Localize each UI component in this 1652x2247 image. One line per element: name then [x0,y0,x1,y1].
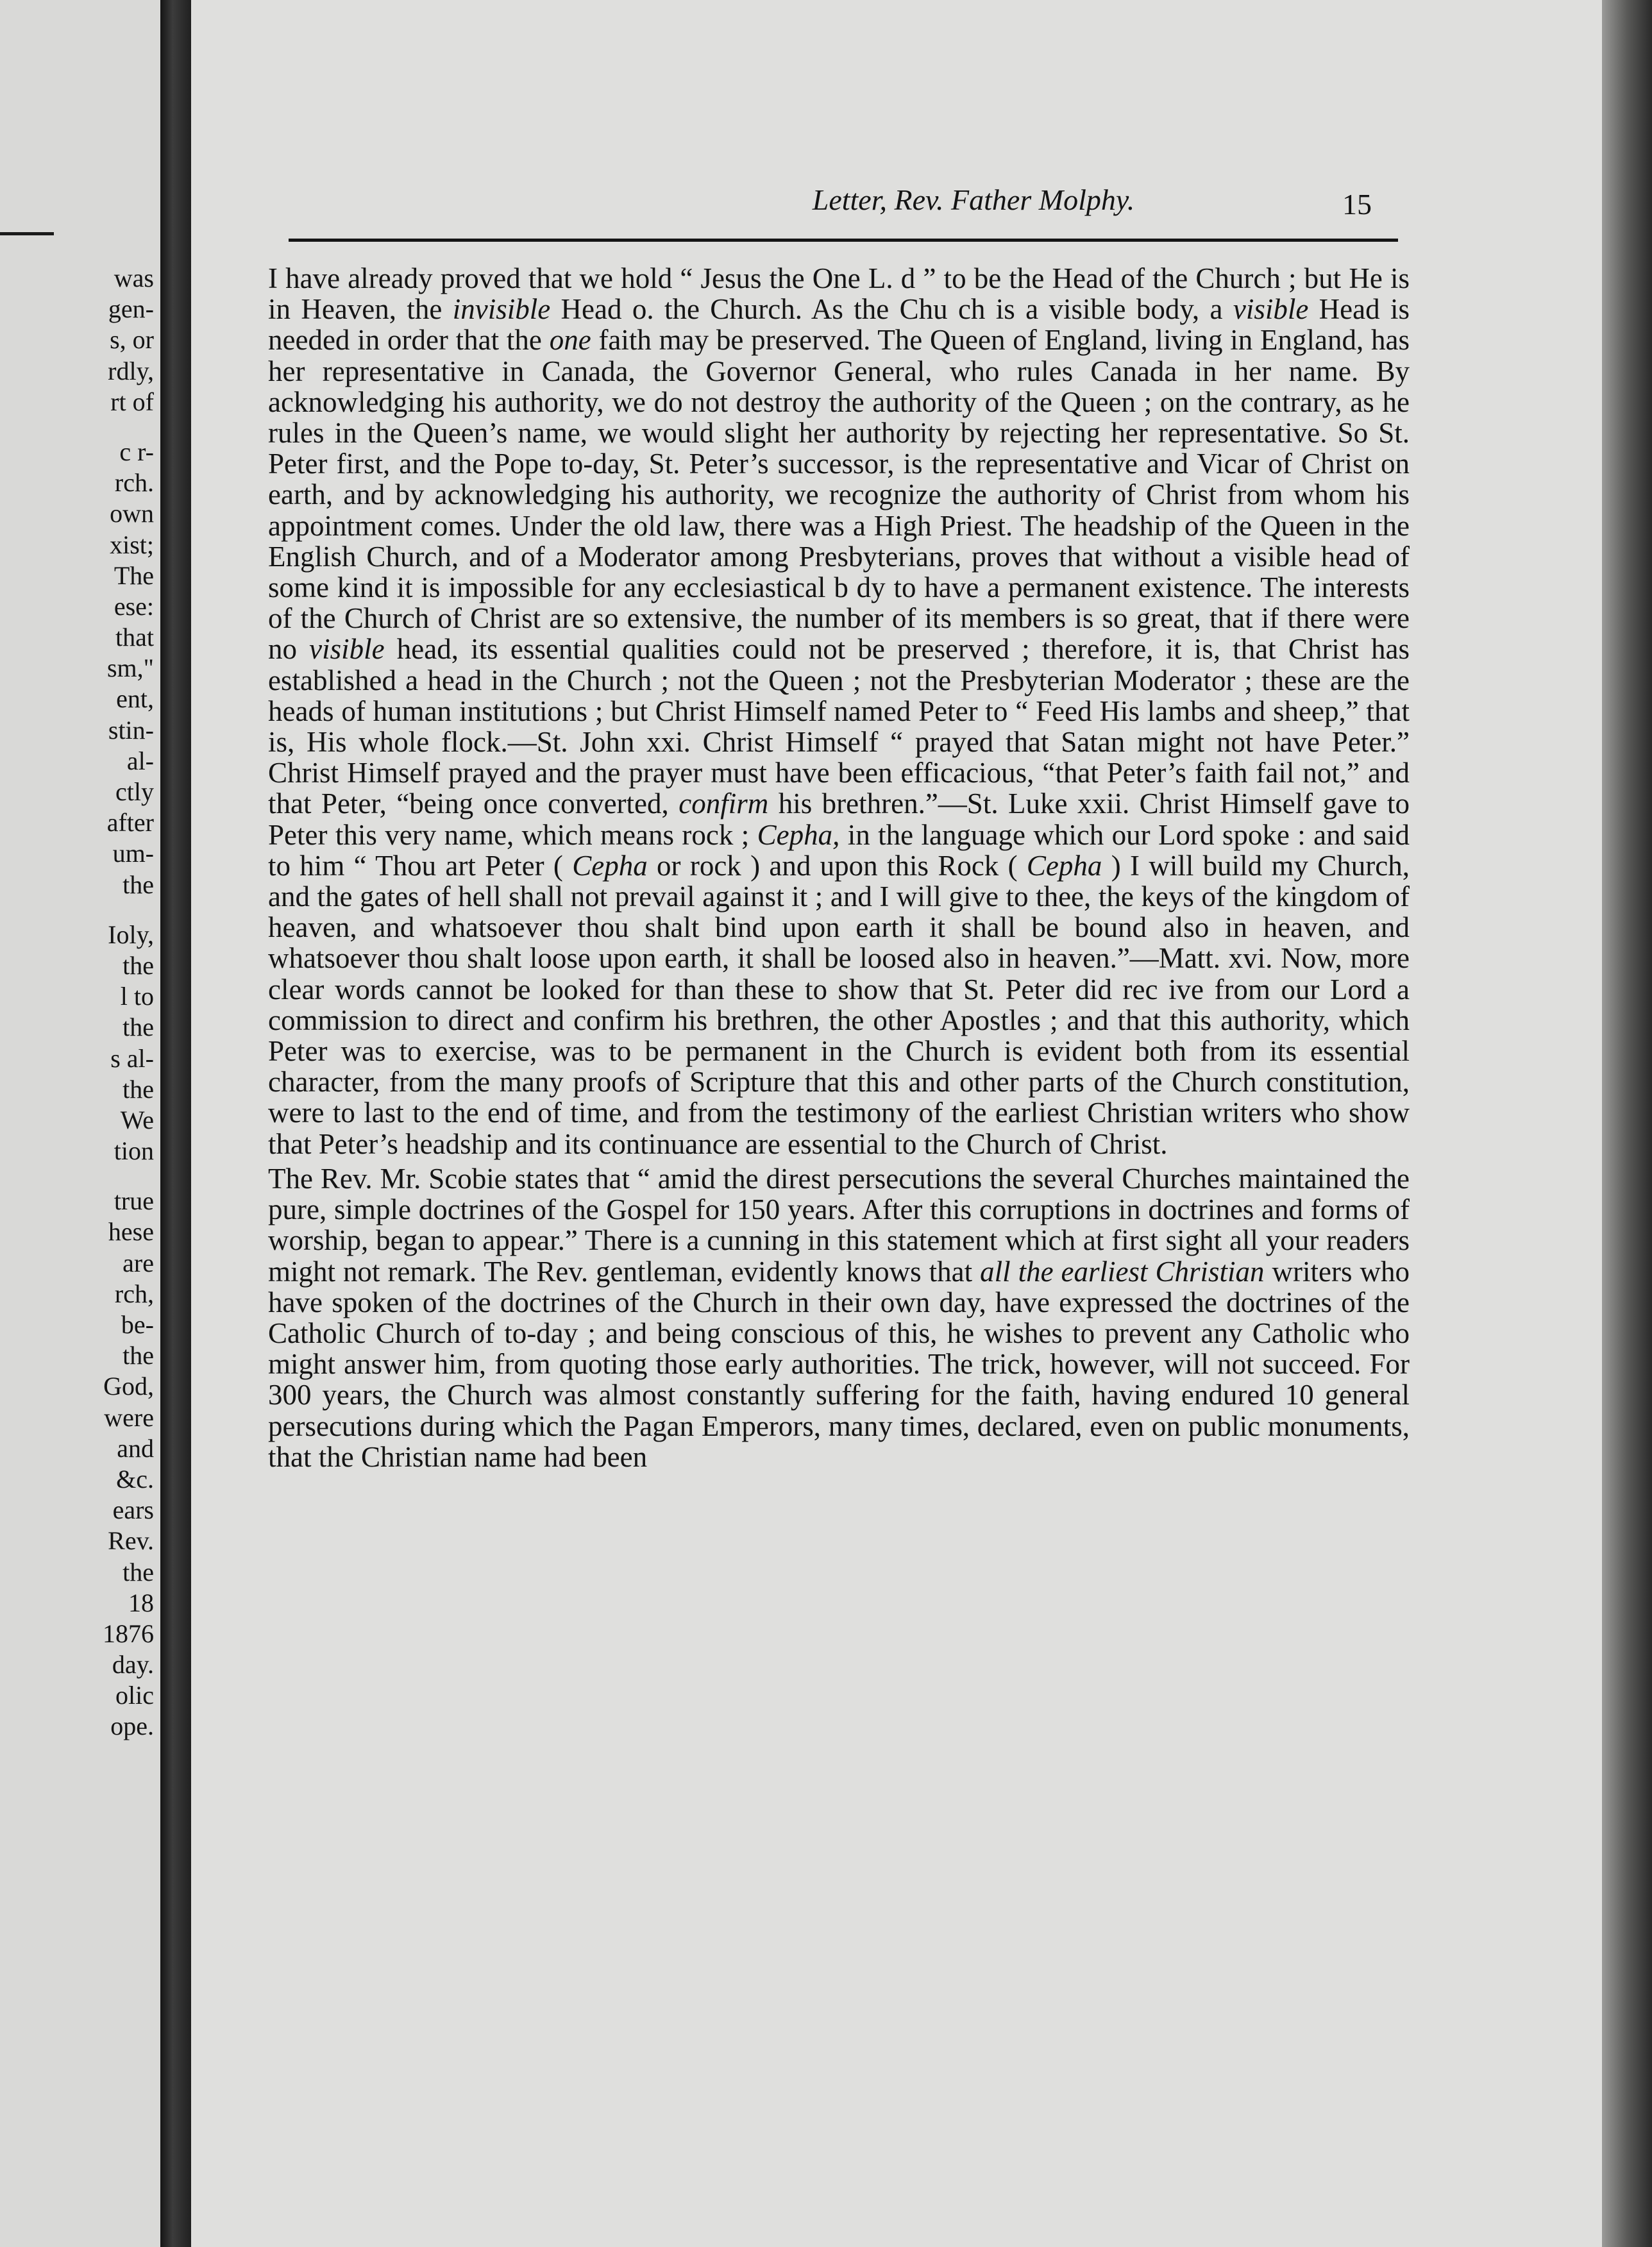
book-gutter [160,0,191,2247]
facing-page-line-fragment: tion [114,1136,154,1166]
text-run: his brethren.”—St. Luke xxii. Christ Himself gave to Peter this very name, which means rock ; [268,787,1410,851]
facing-page-line-fragment: l to [120,982,154,1011]
facing-page-line-fragment: ent, [116,684,154,714]
facing-page-line-fragment: We [120,1105,154,1134]
facing-page-line-fragment: xist; [110,530,154,559]
facing-page-line-fragment: c r- [119,437,154,466]
italic-text-run: invisible [452,293,551,326]
header-rule [289,239,1398,242]
text-run: The Rev. Mr. Scobie states that “ amid the direst persecutions the several Churches maintained the pure, simple doctrines of the Gospel for 150 years. After this corruptions in doctrines and forms of worship, began to appear.” There is a cunning in this statement which at first sight all your readers might not remark. The Rev. gentleman, evidently knows that [268,1162,1410,1288]
facing-page-line-fragment: true [114,1186,154,1216]
page-number: 15 [1342,188,1372,221]
facing-page-line-fragment: rch, [114,1279,154,1308]
italic-text-run: one [549,324,591,357]
facing-page-line-fragment: that [115,623,154,652]
facing-page-gap [13,417,154,437]
facing-page-line-fragment: rdly, [108,356,154,385]
paragraph-2 [268,1163,1410,1472]
text-run: head, its essential qualities could not be preserved ; therefore, it is, that Christ has established a head in the Church ; not the Queen ; not the Presbyterian Moderator ; these are the heads of human institutions ; but Christ Himself named Peter to “ Feed His lambs and sheep,” that is, His whole flock.—St. John xxi. Christ Himself “ prayed that Satan might not have Peter.” Christ Himself prayed and the prayer must have been efficacious, “that Peter’s faith fail not,” and that Peter, “being once converted, [268,633,1410,820]
facing-page-line-fragment: s al- [110,1043,154,1073]
text-run: I have already proved that we hold “ Jesus the One L. d ” to be the Head of the Church ; but He is in Heaven, the [268,262,1410,326]
facing-page-line-fragment: olic [115,1681,154,1710]
facing-page-rule [0,232,54,235]
facing-page-line-fragment: ese: [114,591,154,621]
italic-text-run: visible [309,633,385,666]
text-run: writers who have spoken of the doctrines of the Church in their own day, have expressed the doctrines of the Catholic Church of to-day ; and being conscious of this, he wishes to prevent any Catholic who might answer him, from quoting those early authorities. The trick, however, will not succeed. For 300 years, the Church was almost constantly suffering for the faith, having endured 10 general persecutions during which the Pagan Emperors, many times, declared, even on public monuments, that the Christian name had been [268,1255,1410,1473]
facing-page-line-fragment: the [122,870,154,899]
page-edge [1602,0,1652,2247]
facing-page-gap [13,900,154,920]
facing-page-line-fragment: the [122,1557,154,1586]
facing-page-gap [13,1166,154,1186]
facing-page-line-fragment: the [122,1341,154,1370]
facing-page-line-fragment: gen- [108,294,154,324]
body-text [268,263,1410,1472]
text-run: in the language which our Lord spoke : and said to him “ Thou art Peter ( [268,818,1410,882]
text-run: or rock ) and upon this Rock ( [647,849,1027,882]
facing-page-line-fragment: 18 [128,1588,154,1617]
text-run: faith may be preserved. The Queen of England, living in England, has her representative in Canada, the Governor General, who rules Canada in her name. By acknowledging his authority, we do not destroy the authority of the Queen ; on the contrary, as he rules in the Queen’s name, we would slight her authority by rejecting her representative. So St. Peter first, and the Pope to-day, St. Peter’s successor, is the representative and Vicar of Christ on earth, and by acknowledging his authority, we recognize the authority of Christ from whom his appointment comes. Under the old law, there was a High Priest. The headship of the Queen in the English Church, and of a Moderator among Presbyterians, proves that without a visible head of some kind it is impossible for any ecclesiastical b dy to have a permanent existence. The interests of the Church of Christ are so extensive, the number of its members is so great, that if there were no [268,324,1410,666]
facing-page-line-fragment: are [122,1248,154,1277]
facing-page-line-fragment: stin- [108,715,154,745]
facing-page-line-fragment: ears [112,1495,154,1525]
facing-page-line-fragment: God, [103,1372,154,1401]
text-run: Head is needed in order that the [268,293,1410,357]
facing-page-fragment [0,0,160,2247]
facing-page-line-fragment: ctly [115,777,154,806]
facing-page-line-fragment: the [122,1074,154,1104]
facing-page-line-fragment: be- [121,1310,154,1339]
italic-text-run: all the earliest Christian [980,1255,1265,1288]
running-title: Letter, Rev. Father Molphy. [812,183,1135,216]
facing-page-line-fragment: hese [108,1217,154,1247]
text-run: Head o. the Church. As the Chu ch is a visible body, a [550,293,1233,326]
facing-page-line-fragment: was [114,264,154,292]
facing-page-line-fragment: um- [112,839,154,868]
italic-text-run: visible [1233,293,1309,326]
facing-page-line-fragment: rch. [114,468,154,498]
facing-page-line-fragment: s, or [110,325,154,355]
facing-page-line-fragment: &c. [116,1464,154,1494]
facing-page-line-fragment: day. [112,1650,154,1679]
facing-page-line-fragment: 1876 [103,1619,154,1648]
italic-text-run: Cepha [572,849,648,882]
facing-page-line-fragment: were [104,1402,154,1432]
facing-page-line-fragment: al- [126,746,154,775]
italic-text-run: confirm [678,787,769,820]
facing-page-line-fragment: Rev. [108,1526,154,1556]
facing-page-line-fragment: own [110,499,154,528]
facing-page-line-fragment: and [117,1433,154,1463]
facing-page-line-fragment: the [122,1013,154,1042]
facing-page-text [13,263,154,1742]
italic-text-run: Cepha [1026,849,1102,882]
facing-page-line-fragment: the [122,950,154,980]
facing-page-line-fragment: The [114,560,154,590]
facing-page-line-fragment: ope. [110,1712,154,1741]
facing-page-line-fragment: after [106,808,154,837]
facing-page-line-fragment: Ioly, [108,920,154,949]
italic-text-run: Cepha, [757,818,840,851]
paragraph-1 [268,263,1410,1159]
book-page [191,0,1602,2247]
facing-page-line-fragment: sm," [106,653,154,683]
text-run: ) I will build my Church, and the gates of hell shall not prevail against it ; and I will give to thee, the keys of the kingdom of heaven, and whatsoever thou shalt bind upon earth it shall be bound also in heaven, and whatsoever thou shalt loose upon earth, it shall be loosed also in heaven.”—Matt. xvi. Now, more clear words cannot be looked for than these to show that St. Peter did rec ive from our Lord a commission to direct and confirm his brethren, the other Apostles ; and that this authority, which Peter was to exercise, was to be permanent in the Church is evident both from its essential character, from the many proofs of Scripture that this and other parts of the Church constitution, were to last to the end of time, and from the testimony of the earliest Christian writers who show that Peter’s headship and its continuance are essential to the Church of Christ. [268,849,1410,1160]
facing-page-line-fragment: rt of [110,387,154,416]
